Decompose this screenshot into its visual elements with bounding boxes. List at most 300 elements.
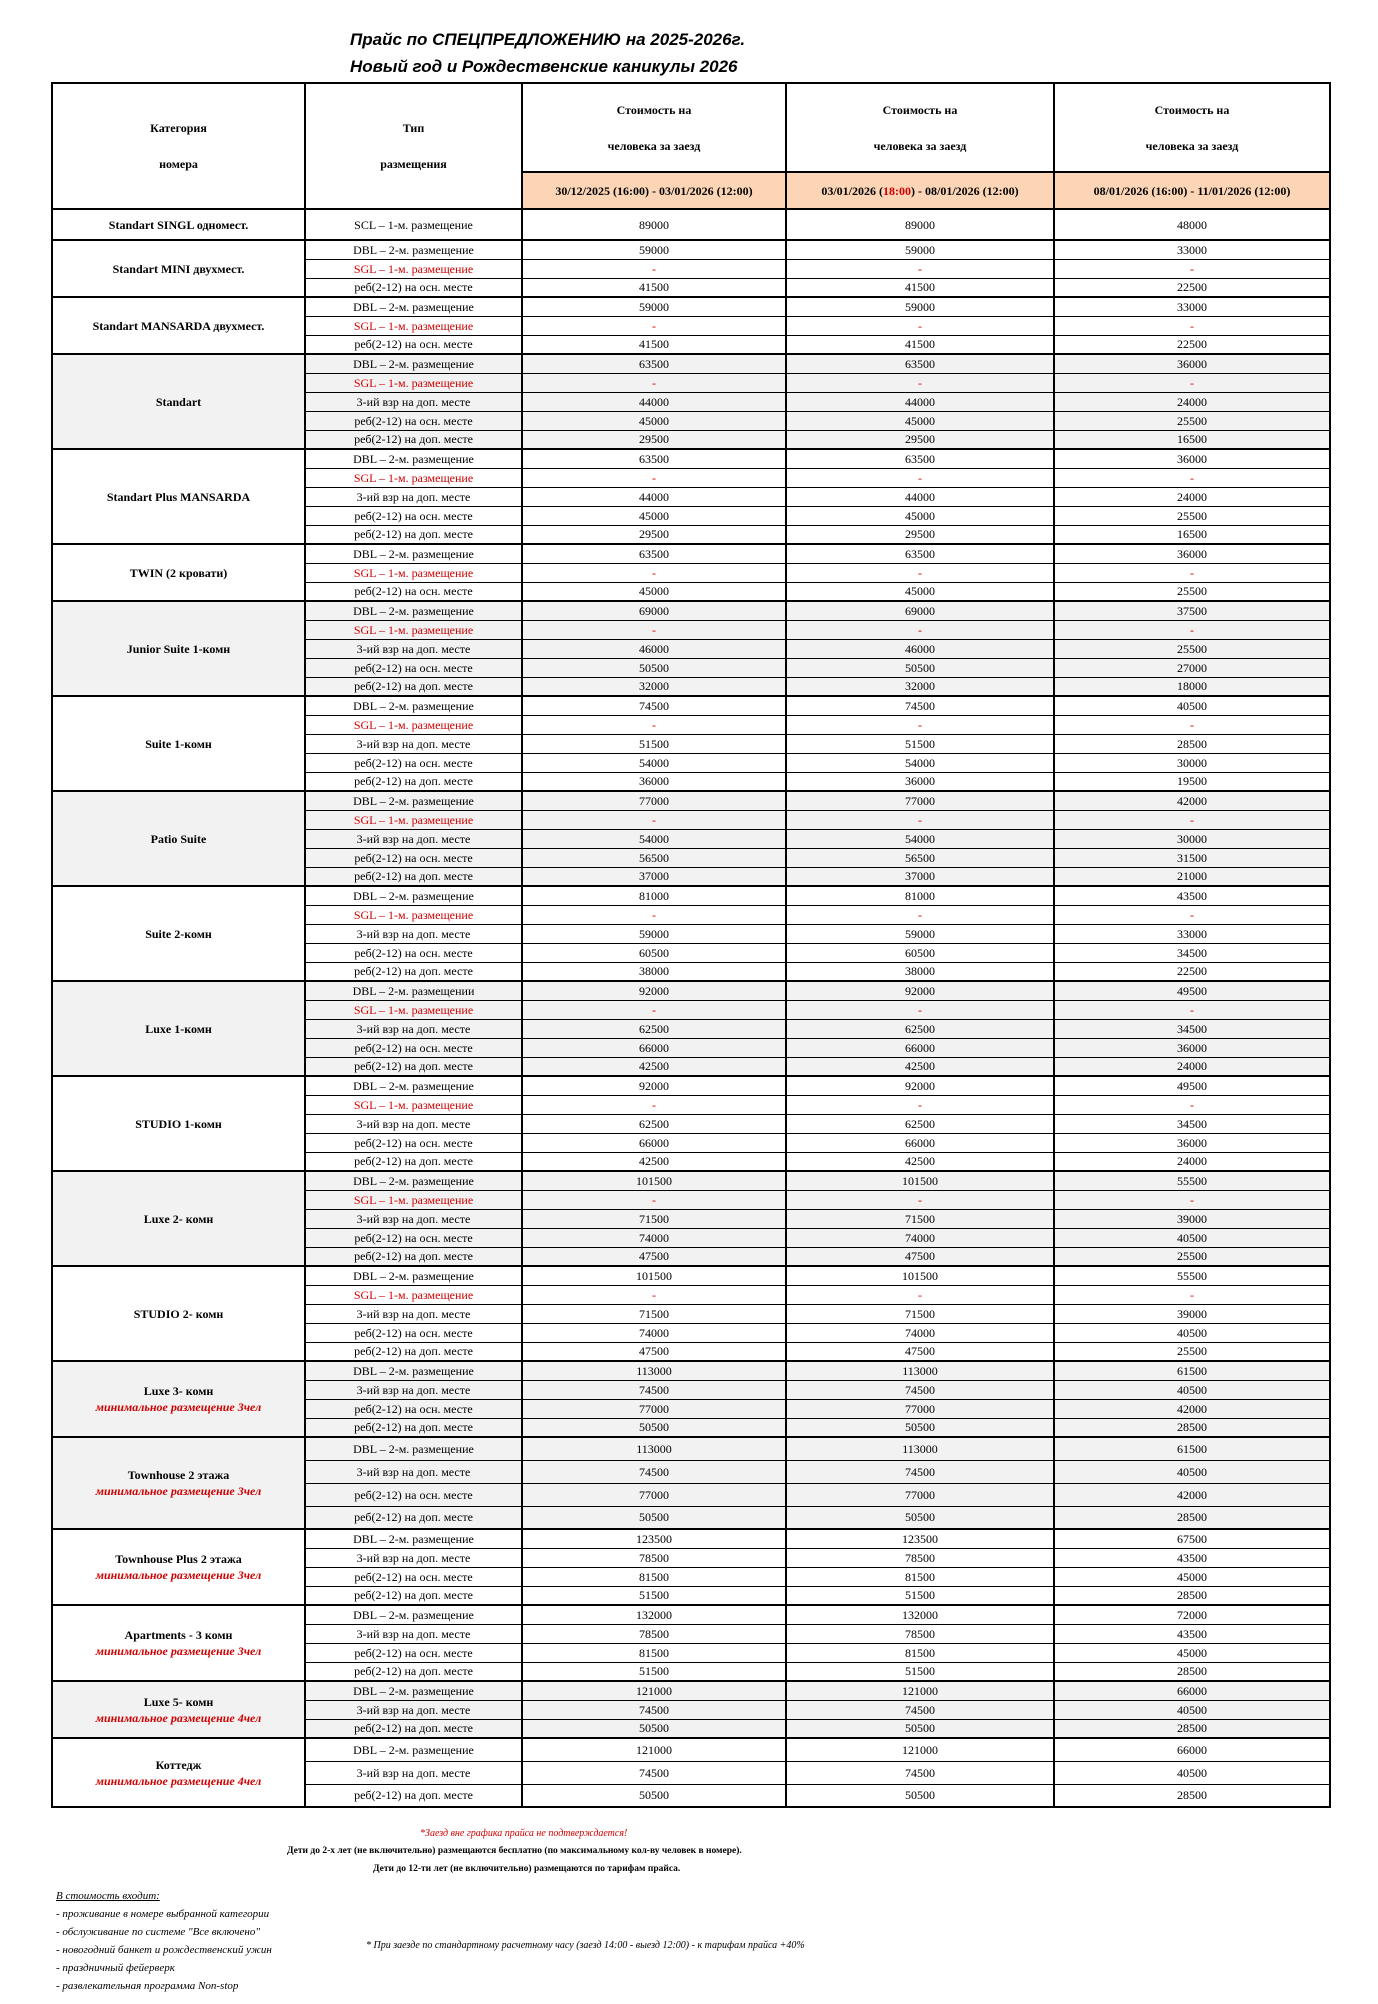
header-price-3: Стоимость на человека за заезд <box>1054 83 1330 172</box>
room-category <box>52 981 305 1076</box>
price-period-1: - <box>522 715 786 734</box>
price-period-2: 45000 <box>786 506 1054 525</box>
placement-type: 3-ий взр на доп. месте <box>305 1209 522 1228</box>
included-item: - проживание в номере выбранной категории <box>56 1908 270 1920</box>
price-period-1: 81500 <box>522 1567 786 1586</box>
room-category <box>52 886 305 981</box>
room-category <box>52 601 305 696</box>
price-period-3: 24000 <box>1054 1152 1330 1171</box>
price-period-1: 74000 <box>522 1323 786 1342</box>
price-period-1: 66000 <box>522 1038 786 1057</box>
placement-type: DBL – 2-м. размещение <box>305 886 522 905</box>
price-period-1: 45000 <box>522 582 786 601</box>
room-category <box>52 1361 305 1437</box>
placement-type: реб(2-12) на доп. месте <box>305 1418 522 1437</box>
room-category <box>52 1738 305 1807</box>
price-period-2: - <box>786 1095 1054 1114</box>
placement-type: SGL – 1-м. размещение <box>305 563 522 582</box>
price-period-2: 63500 <box>786 354 1054 373</box>
placement-type: реб(2-12) на осн. месте <box>305 335 522 354</box>
price-period-3: 34500 <box>1054 943 1330 962</box>
price-period-3: 24000 <box>1054 487 1330 506</box>
price-period-2: 51500 <box>786 734 1054 753</box>
price-period-3: 28500 <box>1054 1418 1330 1437</box>
price-period-1: - <box>522 468 786 487</box>
price-period-2: 132000 <box>786 1605 1054 1624</box>
price-period-2: 59000 <box>786 924 1054 943</box>
placement-type: 3-ий взр на доп. месте <box>305 1460 522 1483</box>
price-period-2: 38000 <box>786 962 1054 981</box>
placement-type: реб(2-12) на доп. месте <box>305 772 522 791</box>
price-period-1: - <box>522 1095 786 1114</box>
price-period-2: 77000 <box>786 1483 1054 1506</box>
room-category <box>52 1171 305 1266</box>
price-period-3: 24000 <box>1054 392 1330 411</box>
price-period-3: 30000 <box>1054 753 1330 772</box>
placement-type: реб(2-12) на осн. месте <box>305 1567 522 1586</box>
price-period-1: 63500 <box>522 544 786 563</box>
price-period-2: 78500 <box>786 1548 1054 1567</box>
price-period-3: 27000 <box>1054 658 1330 677</box>
placement-type: 3-ий взр на доп. месте <box>305 1019 522 1038</box>
price-period-1: 101500 <box>522 1266 786 1285</box>
price-period-1: 51500 <box>522 1662 786 1681</box>
price-period-3: 30000 <box>1054 829 1330 848</box>
placement-type: SGL – 1-м. размещение <box>305 810 522 829</box>
table-row <box>52 240 1330 259</box>
room-category <box>52 354 305 449</box>
placement-type: 3-ий взр на доп. месте <box>305 924 522 943</box>
price-period-3: 36000 <box>1054 1133 1330 1152</box>
price-period-2: 41500 <box>786 335 1054 354</box>
price-period-1: 92000 <box>522 1076 786 1095</box>
price-period-3: 66000 <box>1054 1738 1330 1761</box>
price-period-2: 60500 <box>786 943 1054 962</box>
price-period-2: - <box>786 1000 1054 1019</box>
price-period-1: 121000 <box>522 1738 786 1761</box>
placement-type: реб(2-12) на осн. месте <box>305 1483 522 1506</box>
price-period-3: 28500 <box>1054 1784 1330 1807</box>
price-period-1: - <box>522 810 786 829</box>
placement-type: DBL – 2-м. размещение <box>305 1076 522 1095</box>
price-period-3: 36000 <box>1054 544 1330 563</box>
price-period-3: 42000 <box>1054 1483 1330 1506</box>
price-period-3: 33000 <box>1054 240 1330 259</box>
price-period-2: 47500 <box>786 1342 1054 1361</box>
price-period-2: 66000 <box>786 1133 1054 1152</box>
placement-type: реб(2-12) на осн. месте <box>305 1643 522 1662</box>
price-period-1: 123500 <box>522 1529 786 1548</box>
room-category-name: Luxe 5- комн <box>143 1694 214 1709</box>
price-period-2: 113000 <box>786 1361 1054 1380</box>
room-category <box>52 1605 305 1681</box>
price-period-3: 67500 <box>1054 1529 1330 1548</box>
price-period-1: 54000 <box>522 829 786 848</box>
price-period-2: - <box>786 620 1054 639</box>
price-period-3: 21000 <box>1054 867 1330 886</box>
price-period-1: 78500 <box>522 1548 786 1567</box>
placement-type: реб(2-12) на доп. месте <box>305 1586 522 1605</box>
price-period-1: 41500 <box>522 278 786 297</box>
price-period-3: - <box>1054 1095 1330 1114</box>
price-period-2: 50500 <box>786 1719 1054 1738</box>
price-period-2: 92000 <box>786 1076 1054 1095</box>
price-period-2: - <box>786 1285 1054 1304</box>
price-period-3: 25500 <box>1054 639 1330 658</box>
placement-type: 3-ий взр на доп. месте <box>305 1700 522 1719</box>
price-period-1: 66000 <box>522 1133 786 1152</box>
price-period-1: 42500 <box>522 1152 786 1171</box>
included-item: - праздничный фейерверк <box>56 1962 175 1974</box>
price-period-2: 50500 <box>786 1506 1054 1529</box>
header-type: Тип размещения <box>305 83 522 209</box>
placement-type: DBL – 2-м. размещение <box>305 1605 522 1624</box>
price-period-3: 66000 <box>1054 1681 1330 1700</box>
room-category-name: Townhouse Plus 2 этажа <box>115 1552 242 1566</box>
price-period-2: 44000 <box>786 487 1054 506</box>
price-period-3: 39000 <box>1054 1304 1330 1323</box>
price-period-3: - <box>1054 563 1330 582</box>
placement-type: реб(2-12) на осн. месте <box>305 753 522 772</box>
included-title: В стоимость входит: <box>56 1890 160 1902</box>
placement-type: реб(2-12) на осн. месте <box>305 1038 522 1057</box>
price-period-2: 74000 <box>786 1323 1054 1342</box>
placement-type: реб(2-12) на доп. месте <box>305 1784 522 1807</box>
price-period-1: 62500 <box>522 1019 786 1038</box>
room-category <box>52 544 305 601</box>
price-period-1: 63500 <box>522 449 786 468</box>
table-row <box>52 601 1330 620</box>
room-category-name: TWIN (2 кровати) <box>129 565 228 580</box>
price-period-3: 28500 <box>1054 1506 1330 1529</box>
price-period-2: - <box>786 259 1054 278</box>
price-period-1: - <box>522 905 786 924</box>
min-occupancy-note: минимальное размещение 4чел <box>95 1773 262 1788</box>
placement-type: 3-ий взр на доп. месте <box>305 1548 522 1567</box>
price-period-2: 69000 <box>786 601 1054 620</box>
price-period-3: 49500 <box>1054 1076 1330 1095</box>
placement-type: 3-ий взр на доп. месте <box>305 1114 522 1133</box>
header-price-2: Стоимость на человека за заезд <box>786 83 1054 172</box>
price-period-3: 25500 <box>1054 506 1330 525</box>
placement-type: реб(2-12) на доп. месте <box>305 1506 522 1529</box>
price-period-3: 22500 <box>1054 278 1330 297</box>
price-period-1: 50500 <box>522 1418 786 1437</box>
placement-type: реб(2-12) на осн. месте <box>305 1323 522 1342</box>
table-row <box>52 886 1330 905</box>
price-period-3: 16500 <box>1054 430 1330 449</box>
placement-type: SGL – 1-м. размещение <box>305 259 522 278</box>
price-period-3: - <box>1054 810 1330 829</box>
price-period-1: 54000 <box>522 753 786 772</box>
room-category-name: Apartments - 3 комн <box>124 1628 233 1642</box>
price-period-1: 47500 <box>522 1342 786 1361</box>
placement-type: DBL – 2-м. размещение <box>305 791 522 810</box>
price-period-3: 43500 <box>1054 886 1330 905</box>
price-period-1: 69000 <box>522 601 786 620</box>
price-period-1: 77000 <box>522 791 786 810</box>
placement-type: SGL – 1-м. размещение <box>305 620 522 639</box>
price-period-3: 55500 <box>1054 1171 1330 1190</box>
price-period-3: 40500 <box>1054 696 1330 715</box>
price-period-1: 59000 <box>522 924 786 943</box>
price-period-3: 40500 <box>1054 1761 1330 1784</box>
price-period-3: 42000 <box>1054 1399 1330 1418</box>
min-occupancy-note: минимальное размещение 3чел <box>95 1484 262 1498</box>
price-period-3: - <box>1054 468 1330 487</box>
price-period-2: 77000 <box>786 1399 1054 1418</box>
price-period-2: 29500 <box>786 525 1054 544</box>
price-period-3: 40500 <box>1054 1228 1330 1247</box>
placement-type: реб(2-12) на доп. месте <box>305 962 522 981</box>
room-category-name: STUDIO 1-комн <box>135 1116 222 1131</box>
price-period-3: 28500 <box>1054 734 1330 753</box>
price-period-1: 78500 <box>522 1624 786 1643</box>
placement-type: реб(2-12) на осн. месте <box>305 506 522 525</box>
price-period-3: 45000 <box>1054 1567 1330 1586</box>
price-period-1: 44000 <box>522 392 786 411</box>
price-period-1: 59000 <box>522 297 786 316</box>
price-period-1: 62500 <box>522 1114 786 1133</box>
price-period-2: 81500 <box>786 1567 1054 1586</box>
min-occupancy-note: минимальное размещение 4чел <box>95 1710 262 1725</box>
price-period-1: 63500 <box>522 354 786 373</box>
price-period-3: - <box>1054 1000 1330 1019</box>
price-period-1: 71500 <box>522 1209 786 1228</box>
period-2: 03/01/2026 (18:00) - 08/01/2026 (12:00) <box>786 172 1054 209</box>
price-period-2: 37000 <box>786 867 1054 886</box>
price-period-2: 92000 <box>786 981 1054 1000</box>
price-period-1: 45000 <box>522 506 786 525</box>
price-period-1: 32000 <box>522 677 786 696</box>
placement-type: SGL – 1-м. размещение <box>305 715 522 734</box>
placement-type: DBL – 2-м. размещение <box>305 1738 522 1761</box>
room-category <box>52 297 305 354</box>
placement-type: реб(2-12) на осн. месте <box>305 848 522 867</box>
min-occupancy-note: минимальное размещение 3чел <box>95 1400 262 1414</box>
price-period-2: 45000 <box>786 411 1054 430</box>
price-period-2: - <box>786 1190 1054 1209</box>
table-row <box>52 1605 1330 1624</box>
included-item: - новогодний банкет и рождественский ужин <box>56 1944 272 1956</box>
room-category <box>52 791 305 886</box>
price-period-1: 74500 <box>522 1380 786 1399</box>
placement-type: реб(2-12) на доп. месте <box>305 1057 522 1076</box>
price-period-1: 74500 <box>522 1761 786 1784</box>
price-period-2: 121000 <box>786 1738 1054 1761</box>
price-period-2: - <box>786 715 1054 734</box>
placement-type: SGL – 1-м. размещение <box>305 1285 522 1304</box>
price-period-2: 51500 <box>786 1662 1054 1681</box>
placement-type: реб(2-12) на доп. месте <box>305 525 522 544</box>
price-period-2: 78500 <box>786 1624 1054 1643</box>
price-period-3: 28500 <box>1054 1586 1330 1605</box>
price-period-2: 46000 <box>786 639 1054 658</box>
placement-type: DBL – 2-м. размещение <box>305 1361 522 1380</box>
placement-type: SGL – 1-м. размещение <box>305 373 522 392</box>
price-period-3: 42000 <box>1054 791 1330 810</box>
room-category-name: Standart <box>155 394 202 409</box>
placement-type: DBL – 2-м. размещение <box>305 601 522 620</box>
placement-type: 3-ий взр на доп. месте <box>305 829 522 848</box>
room-category <box>52 1076 305 1171</box>
price-period-1: - <box>522 373 786 392</box>
price-period-1: 37000 <box>522 867 786 886</box>
table-row <box>52 354 1330 373</box>
price-period-3: - <box>1054 259 1330 278</box>
price-period-1: 51500 <box>522 1586 786 1605</box>
price-period-1: 50500 <box>522 1719 786 1738</box>
price-period-2: - <box>786 905 1054 924</box>
price-period-1: 50500 <box>522 658 786 677</box>
placement-type: 3-ий взр на доп. месте <box>305 1761 522 1784</box>
price-period-2: 123500 <box>786 1529 1054 1548</box>
room-category-name: Junior Suite 1-комн <box>126 641 231 656</box>
price-period-2: 74000 <box>786 1228 1054 1247</box>
price-period-3: 28500 <box>1054 1719 1330 1738</box>
table-row <box>52 209 1330 240</box>
placement-type: 3-ий взр на доп. месте <box>305 487 522 506</box>
room-category-name: Townhouse 2 этажа <box>127 1468 230 1482</box>
placement-type: реб(2-12) на осн. месте <box>305 1228 522 1247</box>
price-period-1: - <box>522 1000 786 1019</box>
price-period-3: 22500 <box>1054 962 1330 981</box>
price-period-2: - <box>786 316 1054 335</box>
room-category-name: Standart Plus MANSARDA <box>106 489 251 504</box>
placement-type: DBL – 2-м. размещение <box>305 1171 522 1190</box>
header-price-1: Стоимость на человека за заезд <box>522 83 786 172</box>
placement-type: реб(2-12) на осн. месте <box>305 411 522 430</box>
price-period-2: 66000 <box>786 1038 1054 1057</box>
placement-type: 3-ий взр на доп. месте <box>305 639 522 658</box>
placement-type: SGL – 1-м. размещение <box>305 905 522 924</box>
price-period-3: - <box>1054 715 1330 734</box>
room-category <box>52 696 305 791</box>
price-period-2: 101500 <box>786 1171 1054 1190</box>
price-period-3: 28500 <box>1054 1662 1330 1681</box>
price-period-2: 63500 <box>786 449 1054 468</box>
placement-type: реб(2-12) на осн. месте <box>305 278 522 297</box>
placement-type: 3-ий взр на доп. месте <box>305 1624 522 1643</box>
room-category-name: Luxe 1-комн <box>145 1021 212 1036</box>
price-period-2: 121000 <box>786 1681 1054 1700</box>
placement-type: 3-ий взр на доп. месте <box>305 392 522 411</box>
room-category-name: Luxe 2- комн <box>143 1211 214 1226</box>
room-category-name: Standart MINI двухмест. <box>112 261 245 276</box>
price-period-3: 19500 <box>1054 772 1330 791</box>
price-period-2: 47500 <box>786 1247 1054 1266</box>
price-period-3: - <box>1054 373 1330 392</box>
price-period-1: 45000 <box>522 411 786 430</box>
placement-type: DBL – 2-м. размещение <box>305 1681 522 1700</box>
price-period-1: 41500 <box>522 335 786 354</box>
price-period-2: 42500 <box>786 1057 1054 1076</box>
placement-type: реб(2-12) на доп. месте <box>305 1247 522 1266</box>
room-category-name: Standart MANSARDA двухмест. <box>92 318 265 333</box>
price-period-2: 56500 <box>786 848 1054 867</box>
price-period-1: 81500 <box>522 1643 786 1662</box>
placement-type: реб(2-12) на доп. месте <box>305 677 522 696</box>
placement-type: 3-ий взр на доп. месте <box>305 1304 522 1323</box>
price-period-2: 50500 <box>786 658 1054 677</box>
price-period-3: 72000 <box>1054 1605 1330 1624</box>
table-row <box>52 1681 1330 1700</box>
price-period-1: 47500 <box>522 1247 786 1266</box>
price-period-2: 42500 <box>786 1152 1054 1171</box>
price-period-2: 29500 <box>786 430 1054 449</box>
placement-type: SGL – 1-м. размещение <box>305 468 522 487</box>
placement-type: DBL – 2-м. размещение <box>305 696 522 715</box>
price-period-3: 61500 <box>1054 1361 1330 1380</box>
placement-type: реб(2-12) на доп. месте <box>305 430 522 449</box>
price-period-2: 71500 <box>786 1209 1054 1228</box>
price-period-3: 36000 <box>1054 1038 1330 1057</box>
price-period-3: 34500 <box>1054 1114 1330 1133</box>
price-period-3: 49500 <box>1054 981 1330 1000</box>
price-period-3: 45000 <box>1054 1643 1330 1662</box>
price-period-3: 48000 <box>1054 209 1330 240</box>
price-period-1: 74500 <box>522 1460 786 1483</box>
included-item: - развлекательная программа Non-stop <box>56 1980 239 1992</box>
placement-type: SGL – 1-м. размещение <box>305 316 522 335</box>
price-period-3: 25500 <box>1054 1342 1330 1361</box>
room-category <box>52 209 305 240</box>
price-period-1: 77000 <box>522 1483 786 1506</box>
placement-type: реб(2-12) на доп. месте <box>305 1662 522 1681</box>
room-category <box>52 1437 305 1529</box>
price-period-2: - <box>786 810 1054 829</box>
price-period-2: 74500 <box>786 1460 1054 1483</box>
price-period-1: 44000 <box>522 487 786 506</box>
placement-type: реб(2-12) на осн. месте <box>305 943 522 962</box>
price-period-3: - <box>1054 620 1330 639</box>
placement-type: реб(2-12) на осн. месте <box>305 1399 522 1418</box>
price-period-1: - <box>522 620 786 639</box>
kids-12-note: Дети до 12-ти лет (не включительно) размещаются по тарифам прайса. <box>373 1864 681 1874</box>
placement-type: SGL – 1-м. размещение <box>305 1095 522 1114</box>
placement-type: SGL – 1-м. размещение <box>305 1190 522 1209</box>
price-period-1: 50500 <box>522 1784 786 1807</box>
price-period-2: - <box>786 373 1054 392</box>
price-period-1: 29500 <box>522 430 786 449</box>
placement-type: реб(2-12) на доп. месте <box>305 1152 522 1171</box>
price-period-3: 40500 <box>1054 1323 1330 1342</box>
price-period-2: 50500 <box>786 1784 1054 1807</box>
price-period-1: - <box>522 259 786 278</box>
placement-type: DBL – 2-м. размещение <box>305 1437 522 1460</box>
room-category <box>52 449 305 544</box>
room-category <box>52 240 305 297</box>
table-row <box>52 1437 1330 1460</box>
placement-type: DBL – 2-м. размещении <box>305 981 522 1000</box>
room-category-name: Patio Suite <box>150 831 207 846</box>
min-occupancy-note: минимальное размещение 3чел <box>95 1568 262 1582</box>
price-period-2: 51500 <box>786 1586 1054 1605</box>
room-category <box>52 1529 305 1605</box>
price-period-1: 60500 <box>522 943 786 962</box>
price-period-3: - <box>1054 316 1330 335</box>
price-period-1: 74000 <box>522 1228 786 1247</box>
price-period-3: 36000 <box>1054 354 1330 373</box>
table-row <box>52 791 1330 810</box>
price-period-2: 74500 <box>786 696 1054 715</box>
price-period-2: 54000 <box>786 829 1054 848</box>
kids-2-note: Дети до 2-х лет (не включительно) размещаются бесплатно (по максимальному кол-ву человек в номере). <box>287 1846 742 1856</box>
min-occupancy-note: минимальное размещение 3чел <box>95 1644 262 1658</box>
room-category-name: Suite 1-комн <box>145 736 212 751</box>
price-period-2: 36000 <box>786 772 1054 791</box>
price-period-2: 63500 <box>786 544 1054 563</box>
